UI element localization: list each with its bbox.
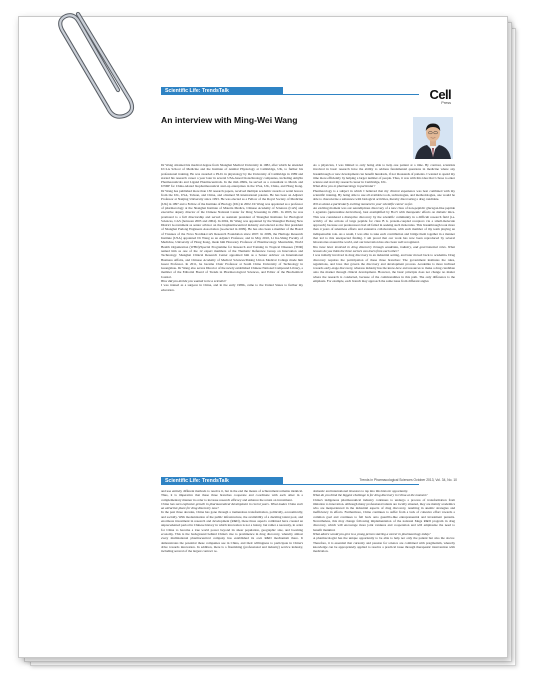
interview-question: Tell us about a particularly exciting moment in your scientific career so far. [313, 201, 413, 206]
interview-question: What drew you to pharmacology in particular? [313, 184, 376, 189]
interview-question: You have been involved in drug discovery through academia, industry, and governmental roles. What lessons do you think the three sectors can learn from each other? [313, 244, 455, 253]
article-page-1 [161, 87, 457, 463]
interview-answer: In the past three decades, China has gone through a tremendous transformation, politically, economically, and socially. With modernization of the public infrastructure, the availability of a dazzling talent pool, and enormous investment in research and development (R&D), these three aspects combined have created an unprecedented period in Chinese history in which innovation is not a luxury, but rather a necessity, in order for China to become a true world power beyond its sheer population, geographic size, and booming economy. This is the background behind China's rise to prominence in drug discovery, whereby almost every multinational pharmaceutical company has established its own R&D mechanism there. It demonstrates the potential these companies see in China, and their willingness to participate in China's drive towards innovation. In addition, there is a flourishing (professional and industry) service industry, including several of the largest contract re- [161, 510, 303, 554]
interview-question: What advice would you give to a young person starting a career in pharmacology today? [313, 531, 431, 536]
interview-answer: and use entirely different methods to resolve it, but in the end the means of achievement remains identical. Thus, it is imperative that these three branches cooperate and coordinate with each other in a complementary manner in order to increase research efficacy and enhance the return on investment. [161, 489, 303, 502]
section-label: Scientific Life: TrendsTalk [161, 477, 283, 485]
interview-answer: domestic and international investors to tap into this historic opportunity. [313, 489, 409, 493]
interview-answer: China's indigenous pharmaceutical industry continues to undergo a process of transformation from imitation to innovation. Although many professional talents are locally situated, they are mainly academics who are inexperienced in the industrial aspects of drug discovery, resulting in anemic strategies and inefficiency in efforts. Furthermore, China continues to suffer from a lack of cohesive effort towards a common goal and continues to fall back onto guerrilla-like entrepreneurial and investment pursuits. Nevertheless, this may change following implementation of the national Mega R&D program in drug discovery, which will encourage more joint ventures and cooperation and will emphasize the need to benefit mankind. [313, 497, 455, 532]
section-label: Scientific Life: TrendsTalk [161, 87, 283, 95]
interview-answer: An exciting moment was our serendipitous discovery of a new class of non-peptidic glucagon-like peptide 1 agonists (quinoxaline derivatives), best exemplified by Boc5 with therapeutic effects on diabetic mice. This was considered a disruptive discovery by the scientific community in a difficult research field (i.e. activity of the actions of large peptide for class B G protein-coupled receptors via a small-molecule approach) because our predecessors had all failed in seeking such molecules. This breakthrough took more than 4 years of relentless efforts and extensive collaborations, with each member of my team playing an indispensable role. As a result, I was able to take each contribution and bridge them together in a manner that led to this unexpected finding. I am proud that our work has now been reproduced by several laboratories around the world, and our innovation has also been well recognized. [313, 205, 455, 245]
interview-answer: I was initially involved in drug discovery in an industrial setting, and later moved back to academia. Drug discovery requires the participation of these three branches: The government institutes the rules, regulations, and laws that govern the discovery and development process. Academia is more inclined towards early-stage discovery, whereas industry has the know-how and resources to make a drug candidate onto the market through clinical development. However, the basic principle does not change no matter where the research is conducted, because of the commonalities in this path. The only difference is the emphasis. For example, each branch may approach the same issue from different angles [313, 253, 455, 284]
portrait-photo [413, 117, 453, 159]
interview-question: What do you think the biggest challenge is for drug discovery in China at the moment? [313, 493, 428, 498]
page2-right-column [313, 489, 455, 651]
running-head: Trends in Pharmacological Sciences October 2013, Vol. 34, No. 10 [359, 478, 457, 482]
page1-right-column [313, 163, 455, 461]
interview-answer: A pharmacologist has the unique opportunity to be able to help not only the patient but also the doctor. Therefore, it is essential that curiosity and passion for science are combined with pragmatism, whereby knowledge can be appropriately applied to resolve a practical issue through therapeutic intervention with medication. [313, 536, 455, 554]
interview-answer: Pharmacology is a subject in which I believed that my clinical experience was best combined with my scientific training. By being able to use all available tools, technologies, and methodologies, one would be able to characterize a substance with biological activities, thereby discovering a drug candidate. [313, 188, 455, 202]
interview-answer: I was trained as a surgeon in China, and in the early 1980s, came to the United States to further my education. [161, 283, 303, 292]
bio-paragraph: Dr Wang obtained his medical degree from Shanghai Medical University in 1982, after which he attended UCLA School of Medicine and the Institute of Animal Physiology at Cambridge, UK, to further his professional training. He was awarded a Ph.D. in physiology by the University of Cambridge in 1989 and started his research career a year later in several USA-based biotechnology companies, including Amylin Pharmaceuticals and Ligand Pharmaceuticals. In the mid-1990s, he served as a consultant to Merck and UNDP for China-related biopharmaceutical start-up enterprises in the USA, UK, China, and Hong Kong. Dr Wang has published more than 130 research papers, received multiple academic awards or serial honors from the UK, USA, Taiwan, and China, and obtained 36 international patents. He has been an Adjunct Professor at Nanjing University since 1993. He was elected as a Fellow of the Royal Society of Medicine (UK) in 1997 and a Fellow of the Institute of Biology (UK) in 2002. Dr Wang was appointed as a professor of pharmacology at the Shanghai Institute of Materia Medica, Chinese Academy of Sciences (CAS) and executive deputy director of the Chinese National Center for Drug Screening in 2001. In 2003, he was promoted to a full directorship and served as assistant president of Shanghai Institutes for Biological Sciences, CAS (between 2003 and 2004). In 2004, Dr Wang was appointed by the Shanghai Pudong New District Government as senior advisor on the biopharmaceutical industry and elected as the first president of Shanghai Pudong Engineers Association (re-elected in 2009). He has also been a member of the Board of Trustees of the Nova Nordisk-CAS Research Foundation since 2007. In 2009, the Heritage Research Institute (USA) appointed Dr Wang as an Adjunct Professor, and in May 2010, Li Ka-Shing Faculty of Medicine, University of Hong Kong, made him Honorary Professor of Pharmacology. Meanwhile, World Health Organization (WHO)/Special Programme for Research and Training in Tropical Diseases (TDR) named him as one of the 12 expert members of the Thematic Reference Group on Innovation and Technology. Shanghai Clinical Research Center appointed him as a Senior Advisor on International Business Affairs, and Chinese Academy of Medical Sciences/Peking Union Medical College made him Guest Professor. In 2011, he became Chair Professor at South China University of Technology in Guangzhou. Dr Wang also serves Director of the newly established Chinese National Compound Library, a member of the Editorial Board of Trends in Pharmacological Sciences, and Editor of the Biochemical Journal. [161, 163, 303, 279]
article-title: An interview with Ming-Wei Wang [161, 115, 298, 125]
interview-question: How did you decide you wanted to be a scientist? [161, 279, 227, 284]
cell-press-logo-sub: Press [441, 101, 451, 105]
page1-left-column [161, 163, 303, 461]
interview-question: China has seen explosive growth in pharmaceutical development in recent years. What makes China such an attractive place for drug discovery now? [161, 501, 303, 511]
paperclip-icon [32, 0, 142, 120]
cell-press-logo: Cell [429, 87, 451, 102]
page2-left-column [161, 489, 303, 651]
article-page-2 [161, 477, 457, 653]
interview-answer: As a physician, I was limited to only being able to help one patient at a time. By contrast, scientists involved in basic research have the ability to address fundamental questions in medicine where any breakthrough or new development can benefit hundreds, if not thousands of patients. I wanted to spend my time more efficiently by helping a larger number of people. Thus, it was with this idea that I chose to enter science and start my research career in Cambridge, UK. [313, 163, 455, 185]
portrait-image [413, 117, 453, 159]
